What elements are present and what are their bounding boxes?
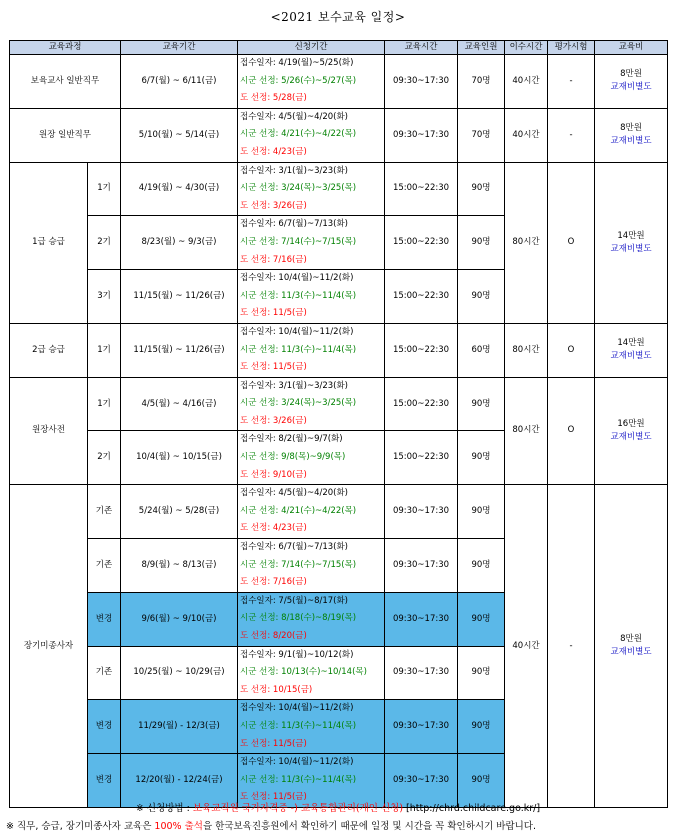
course-name: 1급 승급 — [10, 162, 88, 323]
fee-amount: 14만원 — [617, 338, 645, 349]
county-selection: 시군 선정: 9/8(목)~9/9(목) — [240, 452, 346, 463]
province-selection: 도 선정: 11/5(금) — [240, 738, 307, 749]
receipt-date: 접수일자: 10/4(월)~11/2(화) — [240, 703, 354, 714]
header-fee: 교육비 — [595, 41, 668, 55]
edu-time: 09:30~17:30 — [385, 485, 458, 539]
receipt-date: 접수일자: 6/7(월)~7/13(화) — [240, 542, 348, 553]
edu-people: 90명 — [458, 592, 505, 646]
edu-fee — [595, 323, 668, 377]
course-term: 기존 — [88, 646, 121, 700]
edu-period: 6/7(월) ~ 6/11(금) — [121, 55, 238, 109]
edu-period: 11/15(월) ~ 11/26(금) — [121, 270, 238, 324]
exam-status: O — [548, 162, 595, 323]
county-selection: 시군 선정: 10/13(수)~10/14(목) — [240, 667, 367, 678]
county-selection: 시군 선정: 11/3(수)~11/4(목) — [240, 774, 357, 785]
table-row — [10, 323, 668, 377]
header-course: 교육과정 — [10, 41, 121, 55]
completion-hours: 40시간 — [505, 108, 548, 162]
edu-period: 12/20(월) - 12/24(금) — [121, 754, 238, 808]
edu-people: 90명 — [458, 162, 505, 216]
receipt-date: 접수일자: 3/1(월)~3/23(화) — [240, 165, 348, 176]
edu-time: 09:30~17:30 — [385, 55, 458, 109]
edu-fee — [595, 377, 668, 485]
course-name: 2급 승급 — [10, 323, 88, 377]
edu-period: 8/9(월) ~ 8/13(금) — [121, 539, 238, 593]
county-selection: 시군 선정: 3/24(목)~3/25(목) — [240, 183, 357, 194]
province-selection: 도 선정: 11/5(금) — [240, 362, 307, 373]
fee-note: 교재비별도 — [610, 243, 652, 254]
edu-period: 4/19(월) ~ 4/30(금) — [121, 162, 238, 216]
province-selection: 도 선정: 11/5(금) — [240, 308, 307, 319]
receipt-date: 접수일자: 4/5(월)~4/20(화) — [240, 488, 348, 499]
course-term: 변경 — [88, 754, 121, 808]
county-selection: 시군 선정: 4/21(수)~4/22(목) — [240, 129, 357, 140]
page-title: <2021 보수교육 일정> — [270, 10, 406, 24]
province-selection: 도 선정: 7/16(금) — [240, 254, 307, 265]
apply-period — [238, 108, 385, 162]
edu-time: 09:30~17:30 — [385, 646, 458, 700]
edu-period: 11/15(월) ~ 11/26(금) — [121, 323, 238, 377]
fee-amount: 8만원 — [620, 634, 642, 645]
edu-people: 70명 — [458, 108, 505, 162]
apply-period — [238, 216, 385, 270]
table-row — [10, 485, 668, 539]
edu-time: 09:30~17:30 — [385, 108, 458, 162]
edu-period: 8/23(월) ~ 9/3(금) — [121, 216, 238, 270]
county-selection: 시군 선정: 5/26(수)~5/27(목) — [240, 75, 357, 86]
province-selection: 도 선정: 11/5(금) — [240, 792, 307, 803]
apply-period — [238, 431, 385, 485]
edu-time: 15:00~22:30 — [385, 323, 458, 377]
province-selection: 도 선정: 4/23(금) — [240, 523, 307, 534]
course-term: 3기 — [88, 270, 121, 324]
apply-period — [238, 270, 385, 324]
course-term: 1기 — [88, 162, 121, 216]
province-selection: 도 선정: 4/23(금) — [240, 146, 307, 157]
county-selection: 시군 선정: 11/3(수)~11/4(목) — [240, 290, 357, 301]
edu-time: 15:00~22:30 — [385, 270, 458, 324]
course-name: 보육교사 일반직무 — [10, 55, 121, 109]
apply-period — [238, 592, 385, 646]
province-selection: 도 선정: 7/16(금) — [240, 577, 307, 588]
course-term: 2기 — [88, 216, 121, 270]
edu-time: 15:00~22:30 — [385, 216, 458, 270]
apply-period — [238, 539, 385, 593]
county-selection: 시군 선정: 8/18(수)~8/19(목) — [240, 613, 357, 624]
exam-status: - — [548, 108, 595, 162]
header-period: 교육기간 — [121, 41, 238, 55]
completion-hours: 40시간 — [505, 55, 548, 109]
county-selection: 시군 선정: 4/21(수)~4/22(목) — [240, 505, 357, 516]
completion-hours: 80시간 — [505, 162, 548, 323]
province-selection: 도 선정: 8/20(금) — [240, 631, 307, 641]
edu-people: 90명 — [458, 539, 505, 593]
apply-period — [238, 485, 385, 539]
apply-period — [238, 700, 385, 754]
edu-people: 90명 — [458, 485, 505, 539]
footer-apply-method: ※ 신청방법 : 보육교직원 국가자격증 -) 교육통합관리(개인 신청) [http://chrd.childcare.go.kr/] — [135, 803, 541, 814]
fee-amount: 14만원 — [617, 230, 645, 241]
schedule-table — [9, 40, 668, 808]
county-selection: 시군 선정: 3/24(목)~3/25(목) — [240, 398, 357, 409]
receipt-date: 접수일자: 9/1(월)~10/12(화) — [240, 649, 354, 660]
edu-period: 10/4(월) ~ 10/15(금) — [121, 431, 238, 485]
edu-time: 09:30~17:30 — [385, 539, 458, 593]
header-apply: 신청기간 — [238, 41, 385, 55]
edu-period: 4/5(월) ~ 4/16(금) — [121, 377, 238, 431]
exam-status: - — [548, 55, 595, 109]
receipt-date: 접수일자: 7/5(월)~8/17(화) — [240, 595, 348, 606]
receipt-date: 접수일자: 10/4(월)~11/2(화) — [240, 273, 354, 284]
edu-fee — [595, 108, 668, 162]
completion-hours: 80시간 — [505, 323, 548, 377]
exam-status: - — [548, 485, 595, 808]
edu-period: 9/6(월) ~ 9/10(금) — [121, 592, 238, 646]
table-row — [10, 55, 668, 109]
header-hours: 이수시간 — [505, 41, 548, 55]
edu-time: 09:30~17:30 — [385, 754, 458, 808]
course-term: 2기 — [88, 431, 121, 485]
header-people: 교육인원 — [458, 41, 505, 55]
apply-period — [238, 377, 385, 431]
header-exam: 평가시험 — [548, 41, 595, 55]
edu-people: 60명 — [458, 323, 505, 377]
apply-period — [238, 646, 385, 700]
edu-time: 15:00~22:30 — [385, 377, 458, 431]
apply-period — [238, 323, 385, 377]
edu-time: 15:00~22:30 — [385, 431, 458, 485]
edu-people: 70명 — [458, 55, 505, 109]
province-selection: 도 선정: 5/28(금) — [240, 93, 307, 104]
province-selection: 도 선정: 3/26(금) — [240, 415, 307, 426]
county-selection: 시군 선정: 11/3(수)~11/4(목) — [240, 344, 357, 355]
footer-apply-link-text: 보육교직원 국가자격증 -) 교육통합관리(개인 신청) — [192, 803, 404, 814]
fee-note: 교재비별도 — [610, 431, 652, 442]
course-term: 기존 — [88, 485, 121, 539]
edu-people: 90명 — [458, 646, 505, 700]
edu-period: 11/29(월) - 12/3(금) — [121, 700, 238, 754]
edu-fee — [595, 485, 668, 808]
edu-time: 09:30~17:30 — [385, 592, 458, 646]
edu-period: 10/25(월) ~ 10/29(금) — [121, 646, 238, 700]
edu-period: 5/10(월) ~ 5/14(금) — [121, 108, 238, 162]
completion-hours: 40시간 — [505, 485, 548, 808]
county-selection: 시군 선정: 7/14(수)~7/15(목) — [240, 236, 357, 247]
fee-note: 교재비별도 — [610, 351, 652, 362]
footer-attendance-note: ※ 직무, 승급, 장기미종사자 교육은 100% 출석을 한국보육진흥원에서 확인하기 때문에 일정 및 시간을 꼭 확인하시기 바랍니다. — [6, 821, 536, 832]
fee-note: 교재비별도 — [610, 82, 652, 93]
edu-people: 90명 — [458, 700, 505, 754]
receipt-date: 접수일자: 8/2(월)~9/7(화) — [240, 434, 343, 445]
course-name: 장기미종사자 — [10, 485, 88, 808]
province-selection: 도 선정: 10/15(금) — [240, 684, 313, 695]
edu-period: 5/24(월) ~ 5/28(금) — [121, 485, 238, 539]
table-header-row — [10, 41, 668, 55]
apply-period — [238, 55, 385, 109]
table-row — [10, 162, 668, 216]
table-row — [10, 377, 668, 431]
receipt-date: 접수일자: 3/1(월)~3/23(화) — [240, 380, 348, 391]
county-selection: 시군 선정: 11/3(수)~11/4(목) — [240, 720, 357, 731]
course-term: 1기 — [88, 377, 121, 431]
province-selection: 도 선정: 3/26(금) — [240, 200, 307, 211]
receipt-date: 접수일자: 10/4(월)~11/2(화) — [240, 757, 354, 768]
apply-period — [238, 162, 385, 216]
receipt-date: 접수일자: 10/4(월)~11/2(화) — [240, 326, 354, 337]
header-time: 교육시간 — [385, 41, 458, 55]
course-name: 원장사전 — [10, 377, 88, 485]
edu-people: 90명 — [458, 270, 505, 324]
fee-amount: 16만원 — [617, 418, 645, 429]
course-term: 변경 — [88, 592, 121, 646]
course-term: 1기 — [88, 323, 121, 377]
fee-amount: 8만원 — [620, 123, 642, 134]
completion-hours: 80시간 — [505, 377, 548, 485]
edu-fee — [595, 162, 668, 323]
edu-time: 09:30~17:30 — [385, 700, 458, 754]
course-name: 원장 일반직무 — [10, 108, 121, 162]
exam-status: O — [548, 323, 595, 377]
province-selection: 도 선정: 9/10(금) — [240, 469, 307, 480]
fee-note: 교재비별도 — [610, 647, 652, 658]
county-selection: 시군 선정: 7/14(수)~7/15(목) — [240, 559, 357, 570]
fee-note: 교재비별도 — [610, 136, 652, 147]
edu-time: 15:00~22:30 — [385, 162, 458, 216]
course-term: 변경 — [88, 700, 121, 754]
fee-amount: 8만원 — [620, 69, 642, 80]
table-row — [10, 108, 668, 162]
edu-people: 90명 — [458, 216, 505, 270]
edu-people: 90명 — [458, 377, 505, 431]
course-term: 기존 — [88, 539, 121, 593]
edu-people: 90명 — [458, 754, 505, 808]
exam-status: O — [548, 377, 595, 485]
edu-fee — [595, 55, 668, 109]
edu-people: 90명 — [458, 431, 505, 485]
receipt-date: 접수일자: 6/7(월)~7/13(화) — [240, 219, 348, 230]
receipt-date: 접수일자: 4/19(월)~5/25(화) — [240, 58, 354, 68]
receipt-date: 접수일자: 4/5(월)~4/20(화) — [240, 111, 348, 122]
